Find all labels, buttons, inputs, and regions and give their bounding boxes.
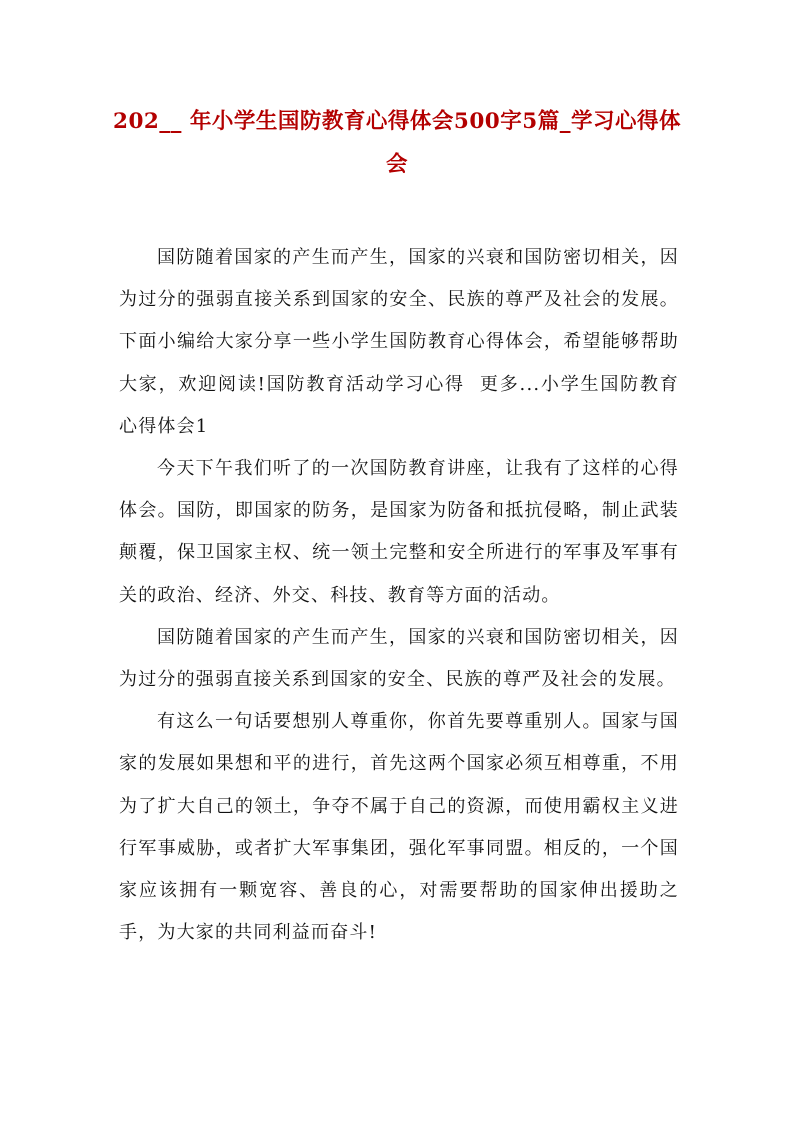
- paragraph-mutual-respect: 有这么一句话要想别人尊重你，你首先要尊重别人。国家与国家的发展如果想和平的进行，首先这两个国家必须互相尊重，不用为了扩大自己的领土，争夺不属于自己的资源，而使用霸权主义进行军事威胁，或者扩大军事集团，强化军事同盟。相反的，一个国家应该拥有一颗宽容、善良的心，对需要帮助的国家伸出援助之手，为大家的共同利益而奋斗!: [119, 711, 679, 944]
- paragraph-intro: 国防随着国家的产生而产生，国家的兴衰和国防密切相关，因为过分的强弱直接关系到国家的安全、民族的尊严及社会的发展。下面小编给大家分享一些小学生国防教育心得体会，希望能够帮助大家，欢迎阅读!国防教育活动学习心得 更多...小学生国防教育心得体会1: [119, 247, 679, 437]
- paragraph-national-defense: 国防随着国家的产生而产生，国家的兴衰和国防密切相关，因为过分的强弱直接关系到国家的安全、民族的尊严及社会的发展。: [119, 626, 679, 691]
- document-title: 202__ 年小学生国防教育心得体会500字5篇_学习心得体会: [113, 109, 681, 177]
- paragraph-lecture: 今天下午我们听了的一次国防教育讲座，让我有了这样的心得体会。国防，即国家的防务，是国家为防备和抵抗侵略，制止武装颠覆，保卫国家主权、统一领土完整和安全所进行的军事及军事有关的政治、经济、外交、科技、教育等方面的活动。: [119, 458, 679, 606]
- document-body: [119, 237, 679, 954]
